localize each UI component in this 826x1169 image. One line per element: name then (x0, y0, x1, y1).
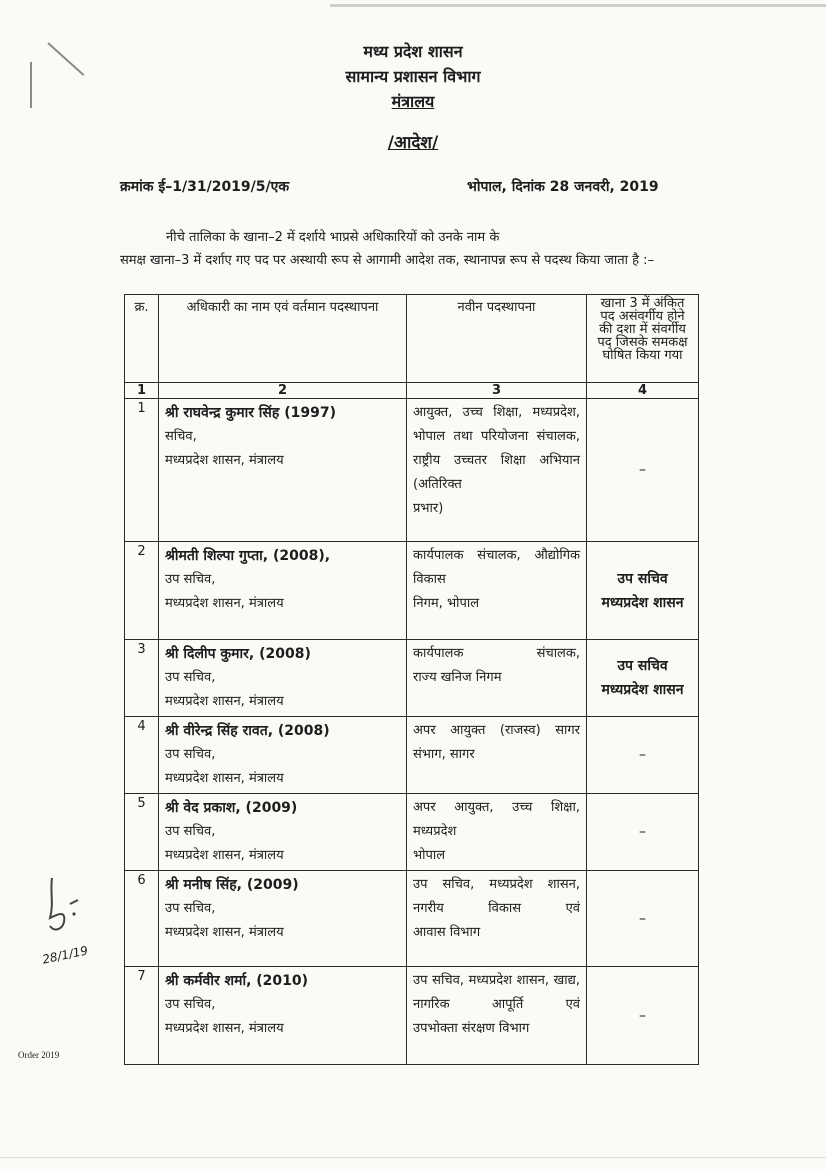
officer-name: श्री कर्मवीर शर्मा, (2010) (165, 973, 309, 989)
table-row (125, 871, 699, 967)
equivalent-post-line: मध्यप्रदेश शासन (601, 682, 684, 698)
column-number: 3 (407, 383, 587, 399)
row-serial: 6 (125, 871, 159, 967)
officer-cell (159, 542, 407, 640)
officer-office: मध्यप्रदेश शासन, मंत्रालय (165, 694, 284, 709)
officer-office: मध्यप्रदेश शासन, मंत्रालय (165, 1021, 284, 1036)
officer-office: मध्यप्रदेश शासन, मंत्रालय (165, 848, 284, 863)
handwritten-date: 28/1/19 (41, 943, 90, 967)
new-posting-cell (407, 640, 587, 717)
officer-designation: सचिव, (165, 429, 197, 444)
order-title (0, 130, 826, 153)
equivalent-post-cell (587, 794, 699, 871)
equivalent-post-cell (587, 717, 699, 794)
officer-cell (159, 794, 407, 871)
officer-designation: उप सचिव, (165, 572, 216, 587)
officer-name: श्री वेद प्रकाश, (2009) (165, 800, 298, 816)
new-posting-text-end: प्रभार) (413, 501, 444, 516)
intro-first-line: नीचे तालिका के खाना–2 में दर्शाये भाप्रसे अधिकारियों को उनके नाम के (166, 230, 500, 245)
new-posting-cell (407, 717, 587, 794)
scan-edge-line (0, 1157, 826, 1158)
table-row (125, 967, 699, 1065)
officer-office: मध्यप्रदेश शासन, मंत्रालय (165, 925, 284, 940)
order-intro-paragraph (120, 226, 725, 272)
officer-cell (159, 640, 407, 717)
column-number: 1 (125, 383, 159, 399)
equivalent-post-line: – (639, 824, 646, 840)
officer-office: मध्यप्रदेश शासन, मंत्रालय (165, 771, 284, 786)
new-posting-text: आयुक्त, उच्च शिक्षा, मध्यप्रदेश, भोपाल तथा परियोजना संचालक, राष्ट्रीय उच्चतर शिक्षा अभियान (अतिरिक्त (413, 405, 580, 492)
column-number-row (125, 383, 699, 399)
officer-cell (159, 871, 407, 967)
new-posting-text: उप सचिव, मध्यप्रदेश शासन, नगरीय विकास एवं (413, 877, 580, 916)
row-serial: 2 (125, 542, 159, 640)
table-row (125, 794, 699, 871)
government-name: मध्य प्रदेश शासन (363, 42, 463, 61)
officer-name: श्री राघवेन्द्र कुमार सिंह (1997) (165, 405, 336, 421)
new-posting-text-end: भोपाल (413, 848, 446, 863)
equivalent-post-cell (587, 967, 699, 1065)
officer-designation: उप सचिव, (165, 901, 216, 916)
department-name: सामान्य प्रशासन विभाग (345, 67, 481, 86)
officer-designation: उप सचिव, (165, 997, 216, 1012)
equivalent-post-line: मध्यप्रदेश शासन (601, 594, 684, 611)
equivalent-post-line: उप सचिव (617, 570, 668, 587)
equivalent-post-cell (587, 542, 699, 640)
equivalent-post-line: – (639, 1007, 646, 1024)
equivalent-post-line: उप सचिव (617, 658, 668, 674)
header-serial: क्र. (125, 295, 159, 383)
row-serial: 1 (125, 399, 159, 542)
header-new-posting: नवीन पदस्थापना (407, 295, 587, 383)
handwritten-initials (44, 874, 104, 938)
new-posting-text-end: राज्य खनिज निगम (413, 670, 502, 685)
scan-edge-line (330, 4, 826, 7)
intro-continuation: समक्ष खाना–3 में दर्शाए गए पद पर अस्थायी रूप से आगामी आदेश तक, स्थानापन्न रूप से पदस्थ किया जाता है :– (120, 253, 655, 268)
new-posting-cell (407, 967, 587, 1065)
new-posting-cell (407, 399, 587, 542)
header-officer: अधिकारी का नाम एवं वर्तमान पदस्थापना (159, 295, 407, 383)
equivalent-post-cell (587, 399, 699, 542)
new-posting-text: उप सचिव, मध्यप्रदेश शासन, खाद्य, नागरिक आपूर्ति एवं (413, 973, 580, 1012)
row-serial: 5 (125, 794, 159, 871)
table-header-row (125, 295, 699, 383)
reference-number: क्रमांक ई–1/31/2019/5/एक (120, 179, 290, 195)
new-posting-text: अपर आयुक्त, उच्च शिक्षा, मध्यप्रदेश (413, 800, 580, 839)
row-serial: 3 (125, 640, 159, 717)
new-posting-cell (407, 542, 587, 640)
officer-name: श्री मनीष सिंह, (2009) (165, 877, 299, 893)
place-and-date: भोपाल, दिनांक 28 जनवरी, 2019 (467, 179, 659, 195)
new-posting-text-end: अपर आयुक्त (राजस्व) सागर संभाग, सागर (413, 723, 580, 762)
officer-office: मध्यप्रदेश शासन, मंत्रालय (165, 596, 284, 611)
new-posting-cell (407, 871, 587, 967)
equivalent-post-line: – (639, 462, 646, 478)
equivalent-post-line: – (639, 747, 646, 763)
officer-name: श्रीमती शिल्पा गुप्ता, (2008), (165, 548, 331, 564)
office-name: मंत्रालय (391, 92, 435, 111)
new-posting-text: कार्यपालक संचालक, (413, 646, 580, 661)
new-posting-text-end: उपभोक्ता संरक्षण विभाग (413, 1021, 530, 1036)
officer-office: मध्यप्रदेश शासन, मंत्रालय (165, 453, 284, 468)
table-row (125, 399, 699, 542)
officer-designation: उप सचिव, (165, 824, 216, 839)
table-row (125, 717, 699, 794)
new-posting-text: कार्यपालक संचालक, औद्योगिक विकास (413, 548, 580, 587)
officer-cell (159, 967, 407, 1065)
new-posting-text-end: निगम, भोपाल (413, 596, 480, 611)
table-row (125, 640, 699, 717)
column-number: 2 (159, 383, 407, 399)
officer-name: श्री दिलीप कुमार, (2008) (165, 646, 311, 662)
footer-label: Order 2019 (18, 1050, 60, 1060)
order-title-text: /आदेश/ (387, 133, 439, 153)
officer-designation: उप सचिव, (165, 670, 216, 685)
officer-cell (159, 399, 407, 542)
row-serial: 4 (125, 717, 159, 794)
equivalent-post-line: – (639, 910, 646, 927)
officer-designation: उप सचिव, (165, 747, 216, 762)
column-number: 4 (587, 383, 699, 399)
table-row (125, 542, 699, 640)
header-equivalent-post: खाना 3 में अंकित पद असंवर्गीय होने की दशा में संवर्गीय पद जिसके समकक्ष घोषित किया गया (587, 295, 699, 383)
row-serial: 7 (125, 967, 159, 1065)
equivalent-post-cell (587, 871, 699, 967)
equivalent-post-cell (587, 640, 699, 717)
posting-table (124, 294, 699, 1065)
new-posting-text-end: आवास विभाग (413, 925, 481, 940)
officer-name: श्री वीरेन्द्र सिंह रावत, (2008) (165, 723, 330, 739)
officer-cell (159, 717, 407, 794)
new-posting-cell (407, 794, 587, 871)
